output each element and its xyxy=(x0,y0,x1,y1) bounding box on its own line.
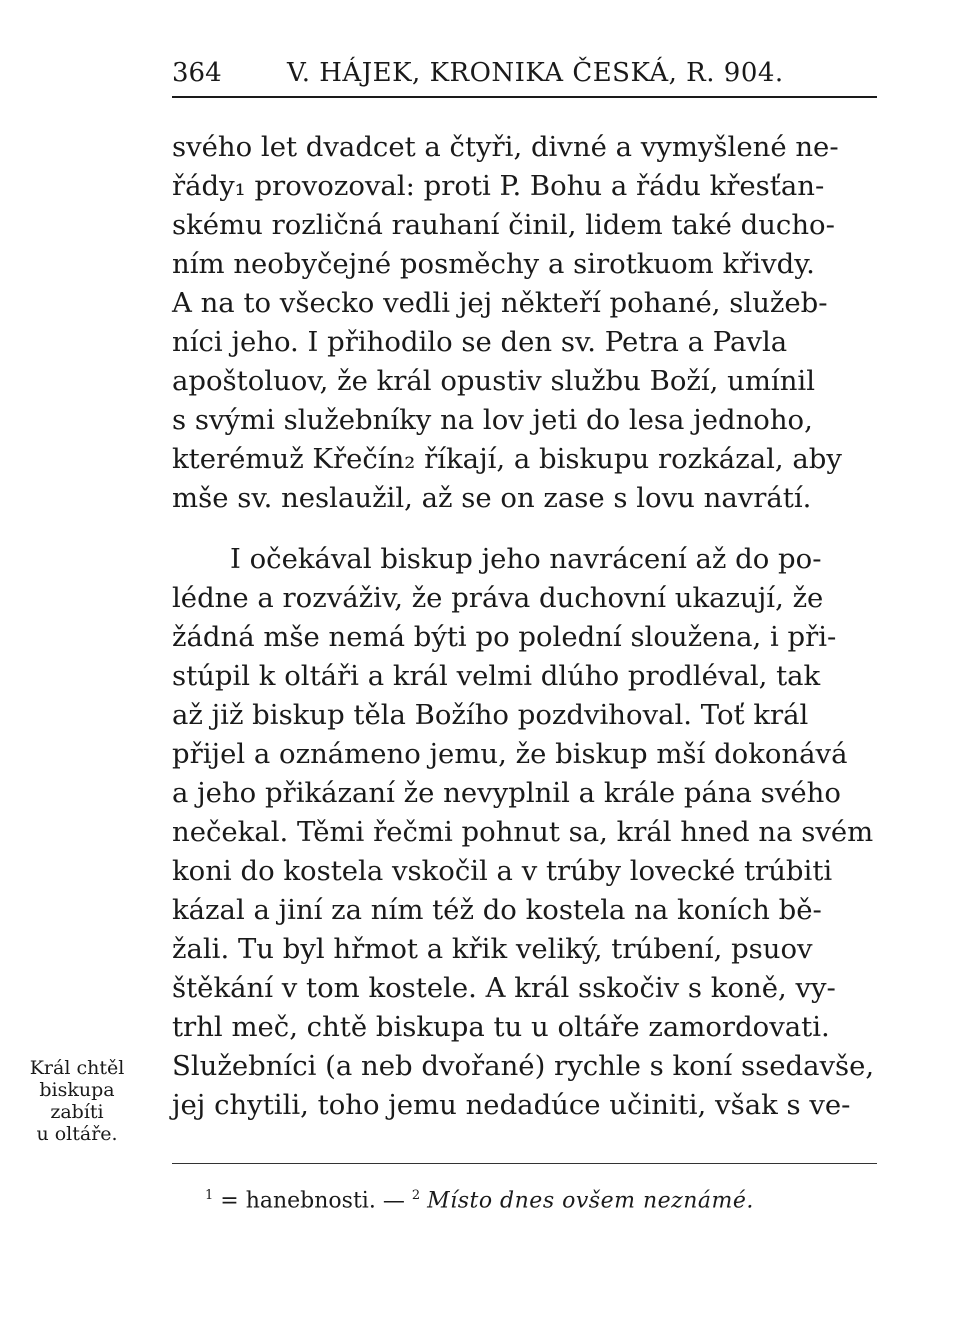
footnote-mark: 1 xyxy=(205,1188,214,1203)
text-line: lédne a rozváživ, že práva duchovní ukazují, že xyxy=(172,582,824,614)
text-line: kázal a jiní za ním též do kostela na koních bě- xyxy=(172,894,822,926)
text-line: A na to všecko vedli jej někteří pohané, služeb- xyxy=(172,287,828,319)
running-header xyxy=(172,56,877,98)
text-line: mše sv. neslaužil, až se on zase s lovu navrátí. xyxy=(172,482,812,514)
text-line: trhl meč, chtě biskupa tu u oltáře zamordovati. xyxy=(172,1011,830,1043)
marginal-note-line: biskupa xyxy=(39,1079,115,1101)
footnotes xyxy=(205,1180,865,1217)
text-line: jej chytili, toho jemu nedadúce učiniti, však s ve- xyxy=(172,1089,851,1121)
footnote-divider xyxy=(172,1163,877,1164)
marginal-note-line: zabíti xyxy=(50,1101,104,1123)
text-line: svého let dvadcet a čtyři, divné a vymyšlené ne- xyxy=(172,131,839,163)
marginal-note-line: Král chtěl xyxy=(29,1057,125,1079)
footnote-separator: — xyxy=(382,1188,405,1214)
page-number: 364 xyxy=(172,58,222,88)
text-line: ním neobyčejné posměchy a sirotkuom křivdy. xyxy=(172,248,815,280)
text-line: žádná mše nemá býti po polední sloužena, i při- xyxy=(172,621,837,653)
marginal-note xyxy=(12,1057,142,1145)
text-line: řády₁ provozoval: proti P. Bohu a řádu křesťan- xyxy=(172,170,825,202)
text-line: s svými služebníky na lov jeti do lesa jednoho, xyxy=(172,404,813,436)
text-line: kterémuž Křečín₂ říkají, a biskupu rozkázal, aby xyxy=(172,443,842,475)
text-line: až již biskup těla Božího pozdvihoval. Toť král xyxy=(172,699,809,731)
footnote-mark: 2 xyxy=(411,1188,421,1203)
text-line: a jeho přikázaní že nevyplnil a krále pána svého xyxy=(172,777,841,809)
text-line: žali. Tu byl hřmot a křik veliký, trúbení, psuov xyxy=(172,933,813,965)
text-line: štěkání v tom kostele. A král sskočiv s koně, vy- xyxy=(172,972,836,1004)
text-line: nečekal. Těmi řečmi pohnut sa, král hned na svém xyxy=(172,816,874,848)
text-line: skému rozličná rauhaní činil, lidem také ducho- xyxy=(172,209,835,241)
marginal-note-line: u oltáře. xyxy=(36,1123,118,1145)
footnote-text: = hanebnosti. xyxy=(220,1188,376,1214)
text-line: I očekával biskup jeho navrácení až do po- xyxy=(230,543,822,575)
footnote-text: Místo dnes ovšem neznámé. xyxy=(427,1188,754,1214)
text-line: níci jeho. I přihodilo se den sv. Petra a Pavla xyxy=(172,326,788,358)
text-line: přijel a oznámeno jemu, že biskup mší dokonává xyxy=(172,738,848,770)
running-head-title: V. HÁJEK, KRONIKA ČESKÁ, R. 904. xyxy=(287,58,784,88)
text-line: stúpil k oltáři a král velmi dlúho prodléval, tak xyxy=(172,660,821,692)
text-line: Služebníci (a neb dvořané) rychle s koní ssedavše, xyxy=(172,1050,875,1082)
text-line: koni do kostela vskočil a v trúby lovecké trúbiti xyxy=(172,855,833,887)
text-line: apoštoluov, že král opustiv službu Boží, umínil xyxy=(172,365,816,397)
